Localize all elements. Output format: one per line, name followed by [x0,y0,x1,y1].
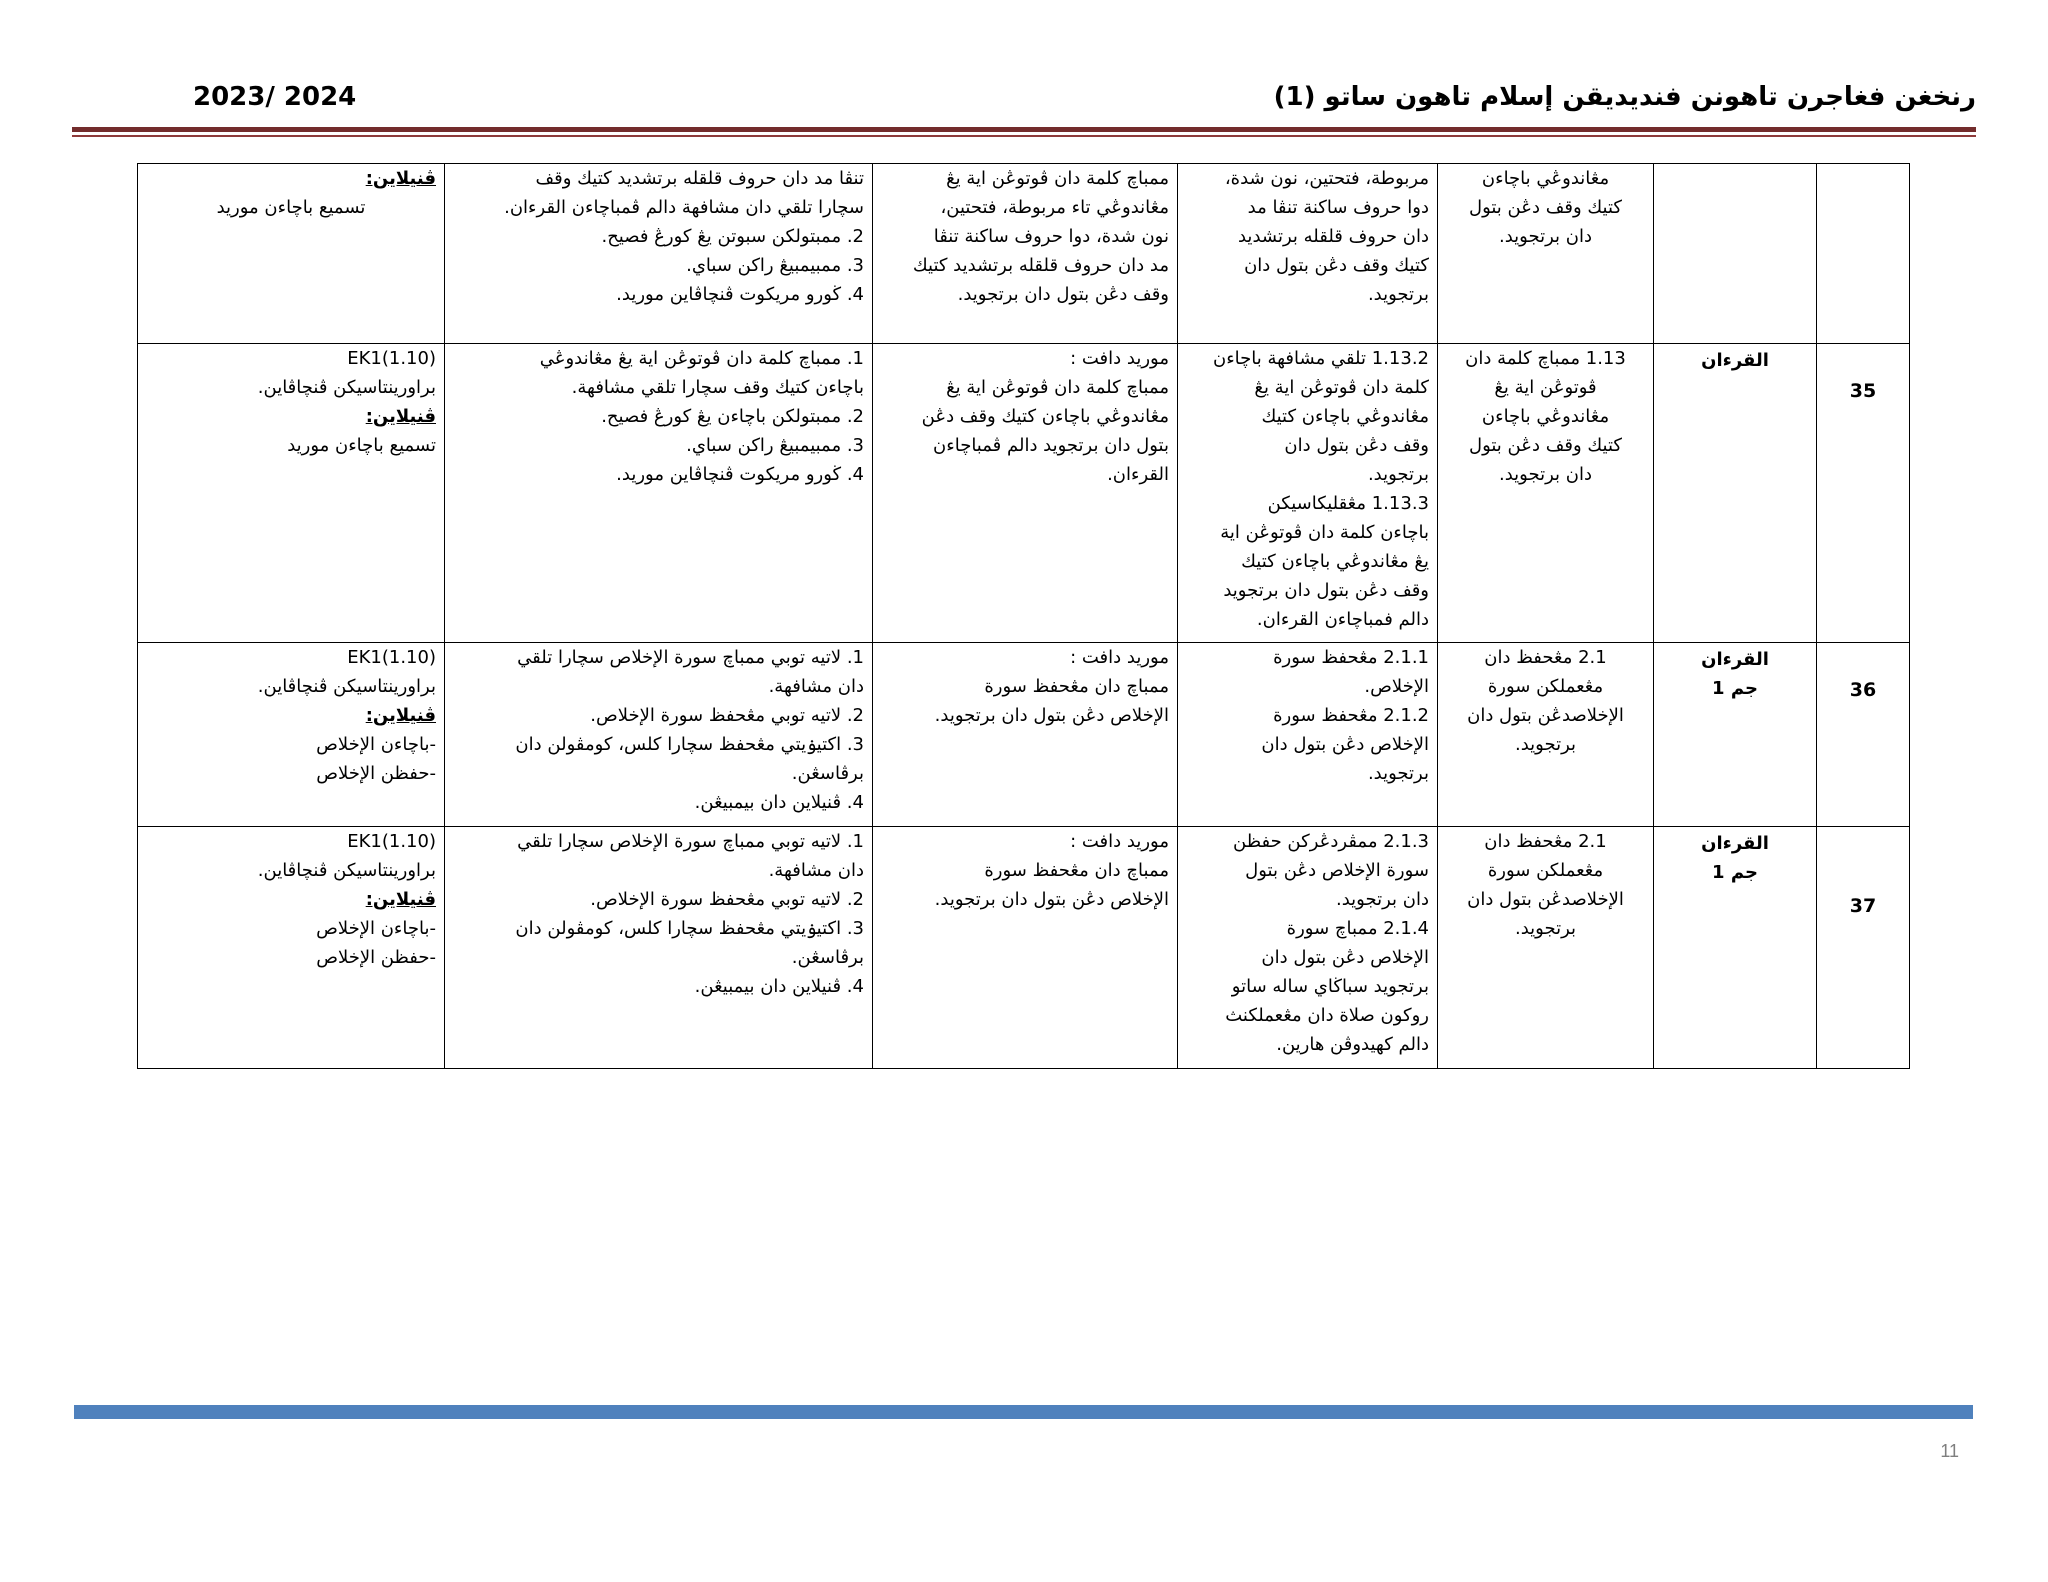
unit-duration-text: 1 جم [1712,678,1758,699]
ek-description: براورينتاسيكن ڤنچاڤاين. [257,676,436,697]
header-rule-thin [72,135,1976,137]
learning-standard-line: دوا حروف ساكنة تنڤا مد [1247,197,1429,218]
academic-year: 2023/ 2024 [193,82,357,112]
learning-standard-line: مڠاندوڠي باچاءن كتيك [1261,406,1429,427]
assessment-item: -حفظن الإخلاص [316,947,436,968]
objective-line: الإخلاص دڠن بتول دان برتجويد. [934,705,1169,726]
activity-cell [445,643,873,827]
content-standard-line: 2.1 مڠحفظ دان [1484,647,1607,668]
content-standard-line: دان برتجويد. [1498,226,1592,247]
content-standard-line: مڠاندوڠي باچاءن [1481,406,1610,427]
learning-standard-line: مربوطة، فتحتين، نون شدة، [1224,168,1429,189]
unit-cell [1654,827,1817,1069]
objective-line: القرءان. [1107,464,1169,485]
content-standard-line: 2.1 مڠحفظ دان [1484,831,1607,852]
activity-cell [445,827,873,1069]
content-standard-line: برتجويد. [1514,734,1577,755]
learning-standard-cell [1178,827,1438,1069]
header-rule-thick [72,127,1976,132]
activity-line: 4. ڬورو مريكوت ڤنچاڤاين موريد. [616,284,864,305]
objective-line: مڠاندوڠي تاء مربوطة، فتحتين، [940,197,1169,218]
content-standard-cell [1438,643,1654,827]
assessment-heading [146,402,436,431]
learning-standard-line: دان برتجويد. [1335,889,1429,910]
learning-standard-line: برتجويد. [1367,284,1429,305]
assessment-item: تسميع باچاءن موريد [287,435,436,456]
content-standard-cell [1438,344,1654,643]
unit-duration-text: 1 جم [1712,862,1758,883]
ek-code-text: EK1(1.10) [347,647,436,668]
learning-standard-line: الإخلاص. [1364,676,1429,697]
objective-cell [873,164,1178,344]
activity-line: 4. ڬورو مريكوت ڤنچاڤاين موريد. [616,464,864,485]
learning-standard-line: وقف دڠن بتول دان برتجويد [1223,580,1429,601]
content-standard-line: كتيك وقف دڠن بتول [1469,435,1622,456]
assessment-item: -باچاءن الإخلاص [316,918,436,939]
ek-description: براورينتاسيكن ڤنچاڤاين. [257,377,436,398]
learning-standard-line: 2.1.3 ممڤردڠركن حفظن [1233,831,1429,852]
lesson-plan-table [137,163,1910,1069]
learning-standard-line: كتيك وقف دڠن بتول دان [1244,255,1429,276]
content-standard-line: مڠاندوڠي باچاءن [1481,168,1610,189]
assessment-item: -باچاءن الإخلاص [316,734,436,755]
activity-line: تنڤا مد دان حروف قلقله برتشديد كتيك وقف [535,168,864,189]
activity-line: 2. لاتيه توبي مڠحفظ سورة الإخلاص. [590,705,864,726]
activity-cell [445,164,873,344]
assessment-label: ڤنيلاين: [365,705,436,726]
unit-cell [1654,643,1817,827]
activity-line: باچاءن كتيك وقف سچارا تلقي مشافهة. [571,377,864,398]
objective-line: ممباچ دان مڠحفظ سورة [984,676,1169,697]
content-standard-cell [1438,827,1654,1069]
learning-standard-cell [1178,643,1438,827]
week-number: 35 [1849,380,1877,402]
learning-standard-line: دالم كهيدوڤن هارين. [1276,1034,1429,1055]
unit-duration [1662,858,1808,887]
learning-standard-line: باچاءن كلمة دان ڤوتوڠن اية [1220,522,1429,543]
activity-line: 1. لاتيه توبي ممباچ سورة الإخلاص سچارا تلقي [517,831,864,852]
unit-name: القرءان [1701,649,1769,670]
objective-cell [873,344,1178,643]
learning-standard-line: 2.1.2 مڠحفظ سورة [1273,705,1429,726]
activity-line: 3. اكتيۏيتي مڠحفظ سچارا كلس، كومڤولن دان [515,918,864,939]
week-number: 36 [1849,679,1877,701]
content-standard-line: مڠعملكن سورة [1487,860,1604,881]
objective-line: ممباچ كلمة دان ڤوتوڠن اية يڠ [946,377,1169,398]
objective-cell [873,643,1178,827]
objective-line: موريد دافت : [1070,348,1169,369]
activity-line: 1. لاتيه توبي ممباچ سورة الإخلاص سچارا تلقي [517,647,864,668]
unit-cell [1654,164,1817,344]
learning-standard-line: دان حروف قلقله برتشديد [1237,226,1429,247]
week-cell [1817,827,1910,1069]
objective-line: بتول دان برتجويد دالم ڤمباچاءن [933,435,1169,456]
learning-standard-line: 2.1.4 ممباچ سورة [1286,918,1429,939]
learning-standard-line: دالم فمباچاءن القرءان. [1256,609,1429,630]
activity-line: 4. ڤنيلاين دان بيمبيڠن. [694,792,864,813]
objective-line: الإخلاص دڠن بتول دان برتجويد. [934,889,1169,910]
activity-line: 3. اكتيۏيتي مڠحفظ سچارا كلس، كومڤولن دان [515,734,864,755]
assessment-label: ڤنيلاين: [365,406,436,427]
assessment-item: تسميع باچاءن موريد [216,197,366,218]
ek-code [146,827,436,856]
document-title: رنخغن فغاجرن تاهونن فنديديقن إسلام تاهون ساتو (1) [1273,82,1976,112]
ek-code-text: EK1(1.10) [347,348,436,369]
content-standard-line: كتيك وقف دڠن بتول [1469,197,1622,218]
activity-line: 2. ممبتولكن سبوتن يڠ كورڠ فصيح. [601,226,864,247]
learning-standard-line: روكون صلاة دان مڠعملكنث [1225,1005,1429,1026]
activity-line: دان مشافهة. [768,676,864,697]
content-standard-cell [1438,164,1654,344]
unit-name: القرءان [1701,833,1769,854]
ek-description: براورينتاسيكن ڤنچاڤاين. [257,860,436,881]
learning-standard-line: برتجويد. [1367,763,1429,784]
learning-standard-line: برتجويد سباڬاي ساله ساتو [1231,976,1429,997]
notes-cell [138,164,445,344]
assessment-heading [146,164,436,193]
objective-cell [873,827,1178,1069]
objective-line: موريد دافت : [1070,831,1169,852]
activity-line: دان مشافهة. [768,860,864,881]
activity-line: برڤاسڠن. [791,947,864,968]
objective-line: وقف دڠن بتول دان برتجويد. [957,284,1169,305]
objective-line: مڠاندوڠي باچاءن كتيك وقف دڠن [921,406,1169,427]
learning-standard-line: 2.1.1 مڠحفظ سورة [1273,647,1429,668]
learning-standard-line: سورة الإخلاص دڠن بتول [1245,860,1429,881]
content-standard-line: ڤوتوڠن اية يڠ [1494,377,1597,398]
learning-standard-line: وقف دڠن بتول دان [1284,435,1429,456]
objective-line: مد دان حروف قلقله برتشديد كتيك [912,255,1169,276]
objective-line: نون شدة، دوا حروف ساكنة تنڤا [933,226,1169,247]
learning-standard-line: الإخلاص دڠن بتول دان [1261,947,1429,968]
activity-line: 1. ممباچ كلمة دان ڤوتوڠن اية يڠ مڠاندوڠي [539,348,864,369]
activity-line: 3. ممبيمبيڠ راكن سباي. [686,435,864,456]
learning-standard-line: كلمة دان ڤوتوڠن اية يڠ [1254,377,1429,398]
activity-line: 3. ممبيمبيڠ راكن سباي. [686,255,864,276]
objective-line: ممباچ كلمة دان ڤوتوڠن اية يڠ [946,168,1169,189]
notes-cell [138,827,445,1069]
notes-cell [138,643,445,827]
assessment-label: ڤنيلاين: [365,168,436,189]
week-cell [1817,643,1910,827]
unit-name: القرءان [1701,350,1769,371]
table-row [138,827,1910,1069]
ek-code-text: EK1(1.10) [347,831,436,852]
learning-standard-cell [1178,164,1438,344]
page-number: 11 [1940,1441,1959,1461]
week-cell [1817,164,1910,344]
assessment-heading [146,885,436,914]
content-standard-line: مڠعملكن سورة [1487,676,1604,697]
learning-standard-line: 1.13.3 مڠقليكاسيكن [1267,493,1429,514]
activity-line: 2. لاتيه توبي مڠحفظ سورة الإخلاص. [590,889,864,910]
notes-cell [138,344,445,643]
activity-line: 2. ممبتولكن باچاءن يڠ كورڠ فصيح. [601,406,864,427]
learning-standard-cell [1178,344,1438,643]
table-row [138,643,1910,827]
assessment-item: -حفظن الإخلاص [316,763,436,784]
content-standard-line: الإخلاصدڠن بتول دان [1467,889,1624,910]
learning-standard-line: برتجويد. [1367,464,1429,485]
content-standard-line: الإخلاصدڠن بتول دان [1467,705,1624,726]
content-standard-line: 1.13 ممباچ كلمة دان [1465,348,1626,369]
activity-cell [445,344,873,643]
ek-code [146,344,436,373]
unit-duration [1662,674,1808,703]
lesson-plan-body [138,164,1910,1069]
objective-line: ممباچ دان مڠحفظ سورة [984,860,1169,881]
objective-line: موريد دافت : [1070,647,1169,668]
learning-standard-line: الإخلاص دڠن بتول دان [1261,734,1429,755]
content-standard-line: دان برتجويد. [1498,464,1592,485]
footer-bar [74,1405,1973,1419]
activity-line: برڤاسڠن. [791,763,864,784]
learning-standard-line: يڠ مڠاندوڠي باچاءن كتيك [1241,551,1429,572]
activity-line: سچارا تلقي دان مشافهة دالم ڤمباچاءن القرءان. [504,197,864,218]
unit-cell [1654,344,1817,643]
learning-standard-line: 1.13.2 تلقي مشافهة باچاءن [1212,348,1429,369]
assessment-label: ڤنيلاين: [365,889,436,910]
content-standard-line: برتجويد. [1514,918,1577,939]
table-row [138,164,1910,344]
week-cell [1817,344,1910,643]
ek-code [146,643,436,672]
assessment-heading [146,701,436,730]
table-row [138,344,1910,643]
week-number: 37 [1849,895,1877,917]
activity-line: 4. ڤنيلاين دان بيمبيڠن. [694,976,864,997]
